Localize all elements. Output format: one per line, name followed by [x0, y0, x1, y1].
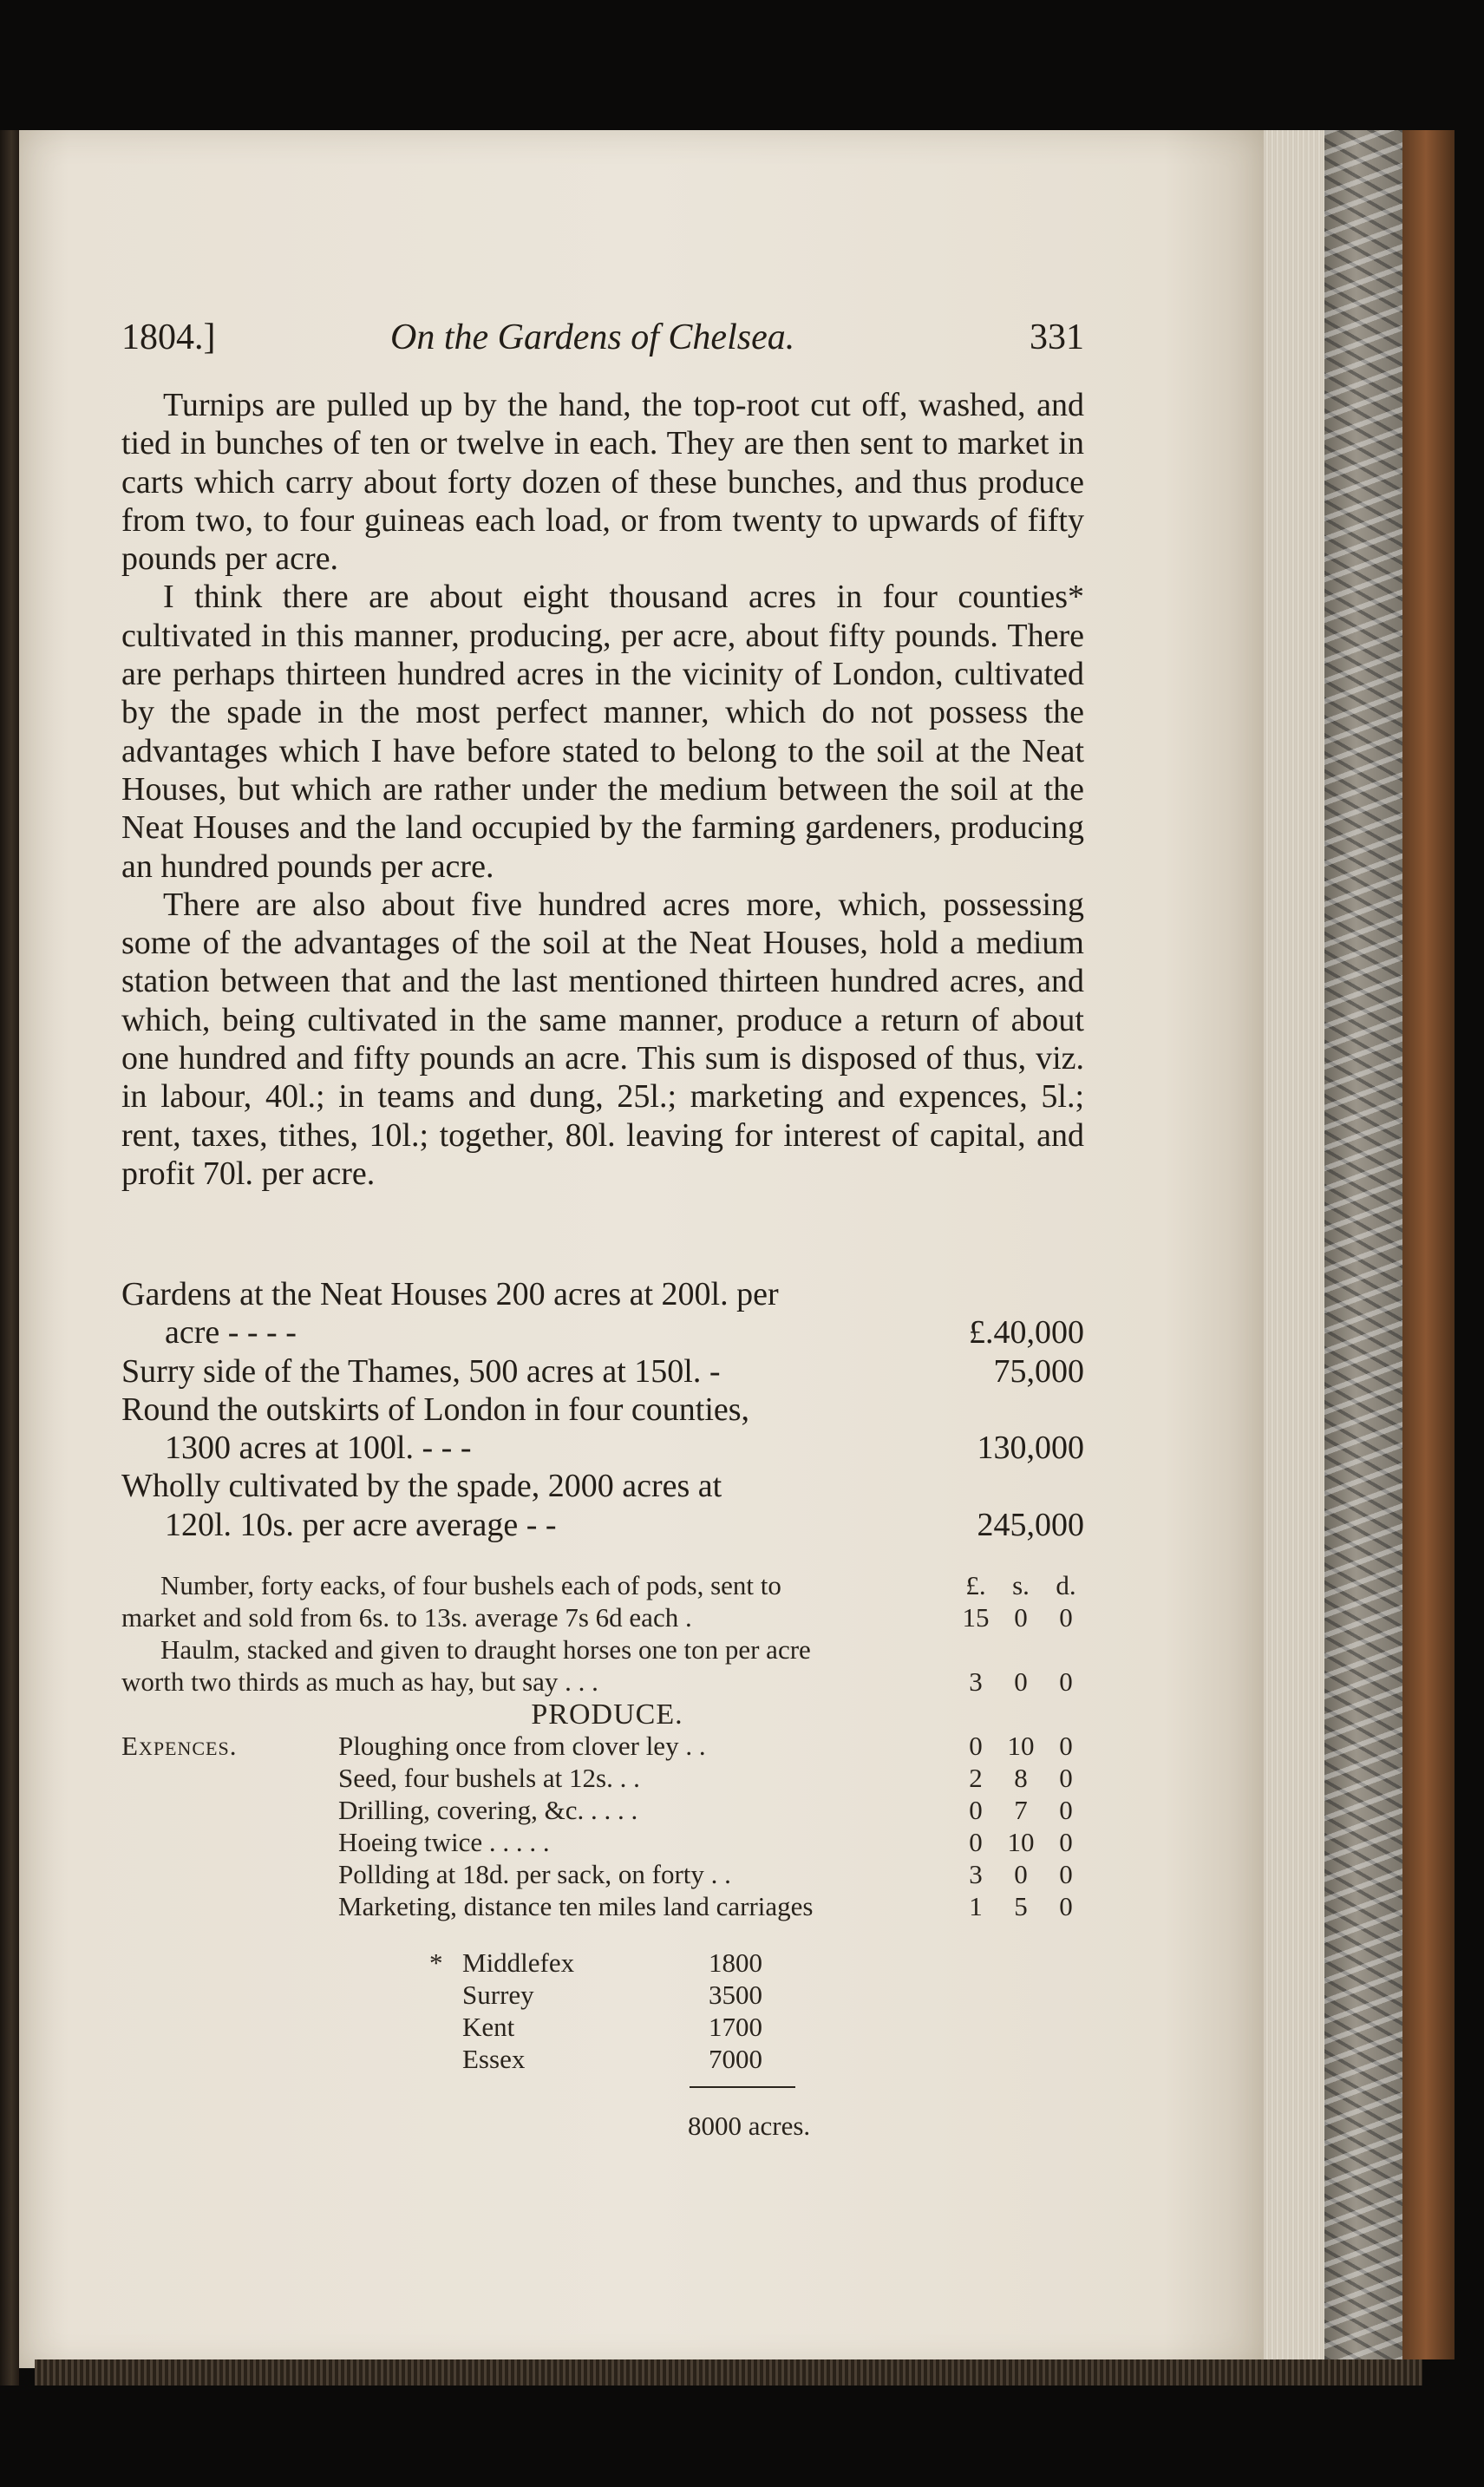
- marbled-cover: [1324, 130, 1402, 2359]
- pence: 0: [1059, 1602, 1073, 1633]
- table-row: [121, 1275, 1084, 1313]
- row-amount: 75,000: [993, 1352, 1084, 1390]
- pence: 0: [1059, 1763, 1073, 1793]
- shillings: 0: [1014, 1602, 1028, 1633]
- pounds: 2: [969, 1763, 983, 1793]
- running-header: [121, 317, 1084, 369]
- footnote: [429, 1947, 863, 2141]
- shillings: 7: [1014, 1795, 1028, 1825]
- sum-rule: [690, 2086, 795, 2088]
- shillings: 0: [1014, 1859, 1028, 1889]
- row-label-cont: acre - - - -: [165, 1314, 297, 1351]
- body-text: [121, 386, 1084, 1193]
- table-row: [121, 1795, 1093, 1827]
- pence: 0: [1059, 1731, 1073, 1761]
- table-row: [121, 1666, 1093, 1698]
- county-name: Middlefex: [462, 1947, 575, 1978]
- amount: [958, 1602, 1084, 1634]
- county-name: Essex: [462, 2044, 526, 2074]
- footnote-total: 8000 acres.: [688, 2111, 811, 2141]
- table-row: [121, 1391, 1084, 1429]
- footnote-row: [429, 1947, 863, 1980]
- pounds: 3: [969, 1859, 983, 1889]
- row-amount: £.40,000: [969, 1314, 1084, 1351]
- table-row: [121, 1891, 1093, 1923]
- produce-accounts: [121, 1570, 1093, 1923]
- amount: [958, 1795, 1084, 1827]
- row-label-cont: market and sold from 6s. to 13s. average 7s 6d each .: [121, 1602, 692, 1633]
- row-label: Surry side of the Thames, 500 acres at 150l. -: [121, 1352, 721, 1390]
- row-label: Drilling, covering, &c. . . . .: [338, 1795, 638, 1825]
- paragraph: There are also about five hundred acres more, which, possessing some of the advantages of the soil at the Neat Houses, hold a medium station between that and the last mentioned thirteen hundred acres, and which, being cultivated in the same manner, produce a return of about one hundred and fifty pounds an acre. This sum is disposed of thus, viz. in labour, 40l.; in teams and dung, 25l.; marketing and expences, 5l.; rent, taxes, tithes, 10l.; together, 80l. leaving for interest of capital, and profit 70l. per acre.: [121, 886, 1084, 1192]
- table-row: [121, 1634, 1093, 1666]
- amount: [958, 1827, 1084, 1859]
- pounds: 15: [962, 1602, 990, 1633]
- county-name: Kent: [462, 2012, 515, 2042]
- table-row: [121, 1570, 1093, 1602]
- row-amount: 130,000: [977, 1430, 1084, 1467]
- amount: [958, 1763, 1084, 1795]
- footnote-row: [429, 2044, 863, 2076]
- row-label: Pollding at 18d. per sack, on forty . .: [338, 1859, 731, 1889]
- table-row: [121, 1352, 1084, 1391]
- footnote-marker: *: [429, 1947, 443, 1978]
- pence-header: d.: [1056, 1570, 1076, 1600]
- table-row: [121, 1731, 1093, 1763]
- header-title: On the Gardens of Chelsea.: [390, 317, 795, 357]
- row-label-cont: worth two thirds as much as hay, but say . . .: [121, 1666, 598, 1697]
- leather-spine: [1402, 130, 1455, 2359]
- table-row: [121, 1313, 1084, 1351]
- row-label: Gardens at the Neat Houses 200 acres at 200l. per: [121, 1276, 779, 1312]
- row-label: Haulm, stacked and given to draught horses one ton per acre: [160, 1634, 811, 1665]
- header-date: 1804.]: [121, 317, 216, 357]
- row-amount: 245,000: [977, 1506, 1084, 1543]
- row-label-cont: 120l. 10s. per acre average - -: [165, 1506, 557, 1543]
- table-row: [121, 1859, 1093, 1891]
- pounds: 1: [969, 1891, 983, 1921]
- currency-headers: [958, 1570, 1084, 1602]
- pence: 0: [1059, 1795, 1073, 1825]
- footnote-row: [429, 1980, 863, 2012]
- table-row: [121, 1506, 1084, 1544]
- pounds: 3: [969, 1666, 983, 1697]
- row-label: Hoeing twice . . . . .: [338, 1827, 550, 1857]
- row-label: Seed, four bushels at 12s. . .: [338, 1763, 640, 1793]
- pence: 0: [1059, 1666, 1073, 1697]
- county-acres: 1700: [709, 2012, 762, 2042]
- shillings: 5: [1014, 1891, 1028, 1921]
- table-row: [121, 1429, 1084, 1467]
- shillings: 0: [1014, 1666, 1028, 1697]
- footnote-row: [429, 2012, 863, 2044]
- produce-heading: PRODUCE.: [531, 1698, 683, 1731]
- row-label: Wholly cultivated by the spade, 2000 acres at: [121, 1468, 722, 1505]
- paragraph: Turnips are pulled up by the hand, the top-root cut off, washed, and tied in bunches of ten or twelve in each. They are then sent to market in carts which carry about forty dozen of these bunches, and thus produce from two, to four guineas each load, or from twenty to upwards of fifty pounds per acre.: [121, 387, 1084, 578]
- page-number: 331: [1030, 317, 1084, 357]
- expences-label: Expences.: [121, 1731, 238, 1761]
- gardens-table: [121, 1275, 1084, 1544]
- amount: [958, 1731, 1084, 1763]
- pence: 0: [1059, 1859, 1073, 1889]
- row-label: Round the outskirts of London in four counties,: [121, 1391, 750, 1428]
- row-label-cont: 1300 acres at 100l. - - -: [165, 1430, 472, 1467]
- pounds: 0: [969, 1795, 983, 1825]
- pence: 0: [1059, 1891, 1073, 1921]
- table-row: [121, 1763, 1093, 1795]
- county-acres: 7000: [709, 2044, 762, 2074]
- county-acres: 1800: [709, 1947, 762, 1978]
- table-row: [121, 1602, 1093, 1634]
- pounds: 0: [969, 1827, 983, 1857]
- pounds: 0: [969, 1731, 983, 1761]
- pounds-header: £.: [965, 1570, 986, 1600]
- table-row: [121, 1467, 1084, 1505]
- county-acres: 3500: [709, 1980, 762, 2010]
- paragraph: I think there are about eight thousand acres in four counties* cultivated in this manner, producing, per acre, about fifty pounds. There are perhaps thirteen hundred acres in the vicinity of London, cultivated by the spade in the most perfect manner, which do not possess the advantages which I have before stated to belong to the soil at the Neat Houses, but which are rather under the medium between the soil at the Neat Houses and the land occupied by the farming gardeners, producing an hundred pounds per acre.: [121, 579, 1084, 885]
- amount: [958, 1891, 1084, 1923]
- book-binding-left: [0, 130, 19, 2386]
- shillings: 10: [1007, 1827, 1035, 1857]
- shillings-header: s.: [1012, 1570, 1030, 1600]
- page-fore-edge: [1264, 130, 1324, 2368]
- row-label: Marketing, distance ten miles land carriages: [338, 1891, 814, 1921]
- pence: 0: [1059, 1827, 1073, 1857]
- county-name: Surrey: [462, 1980, 534, 2010]
- amount: [958, 1859, 1084, 1891]
- amount: [958, 1666, 1084, 1698]
- table-row: [121, 1827, 1093, 1859]
- row-label: Ploughing once from clover ley . .: [338, 1731, 706, 1761]
- page-bottom-edge: [35, 2359, 1422, 2386]
- shillings: 10: [1007, 1731, 1035, 1761]
- row-label: Number, forty eacks, of four bushels each of pods, sent to: [160, 1570, 781, 1600]
- shillings: 8: [1014, 1763, 1028, 1793]
